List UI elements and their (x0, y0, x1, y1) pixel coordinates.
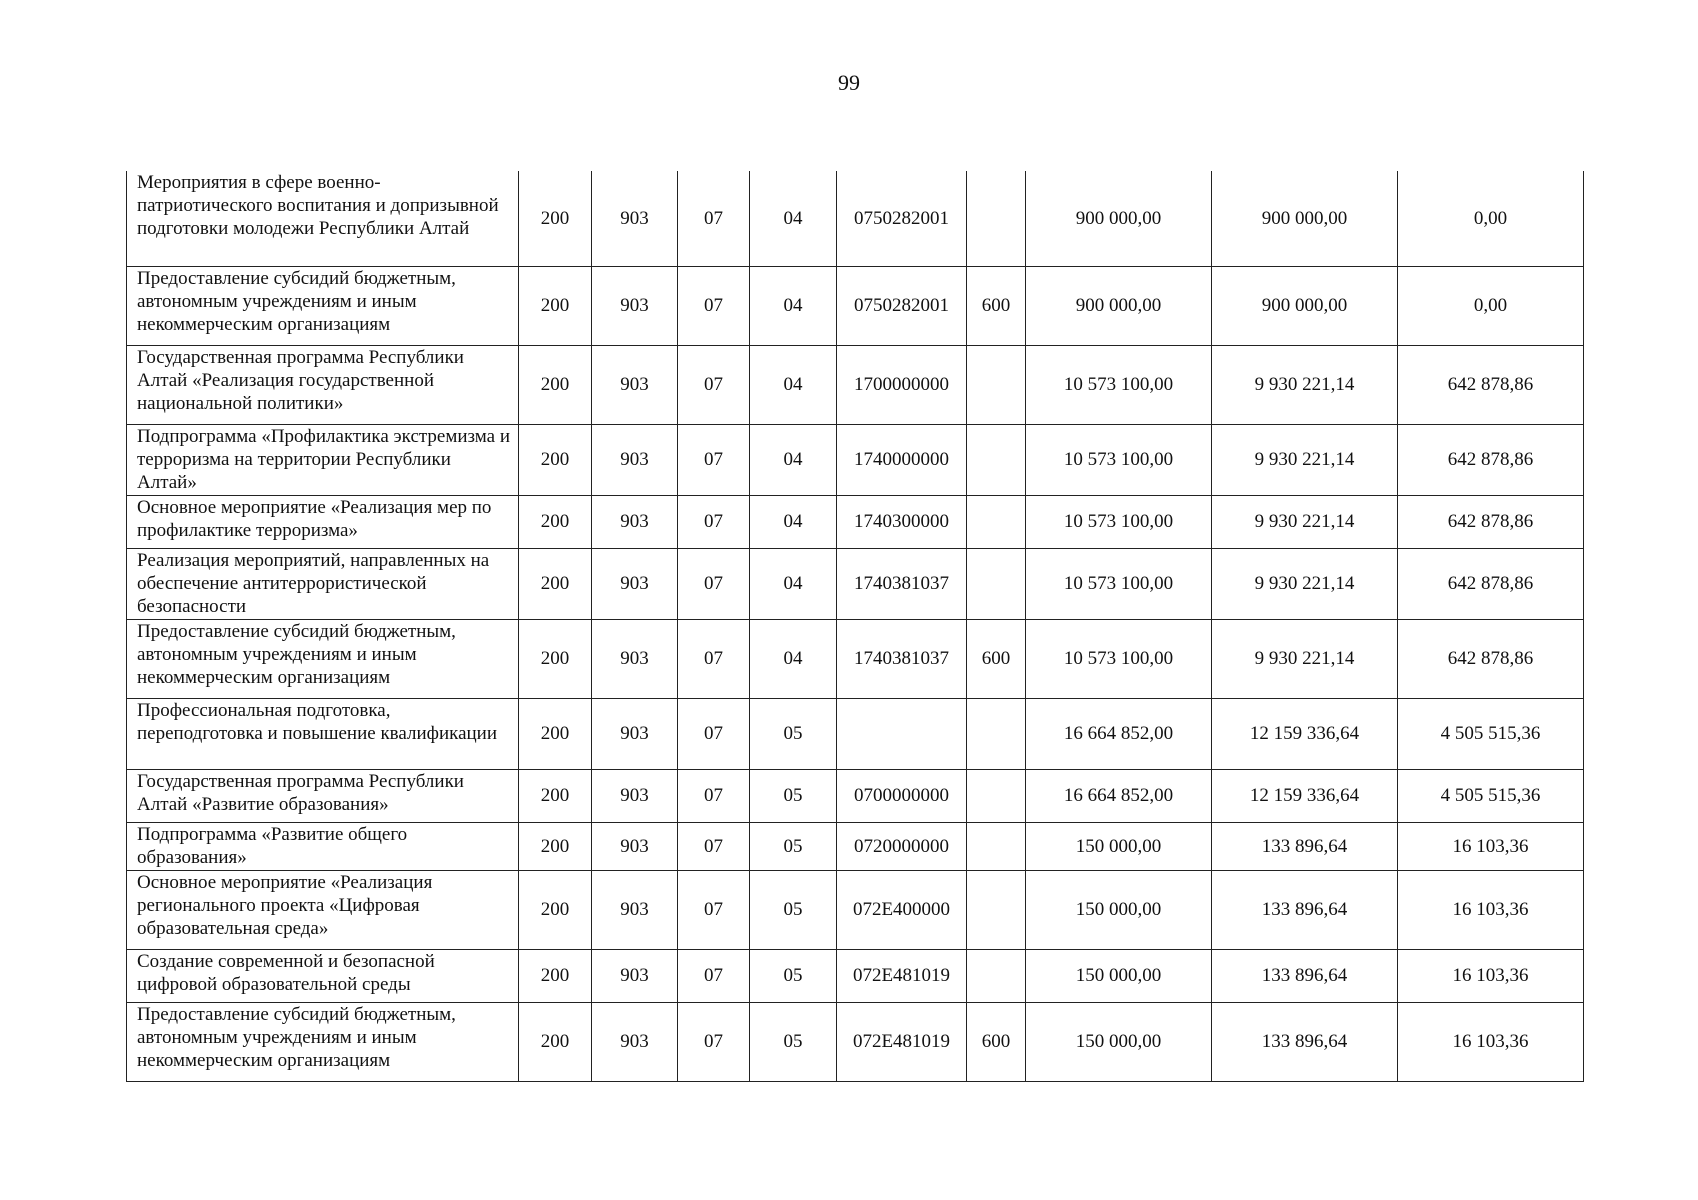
department-code-cell: 903 (592, 822, 678, 870)
row-name-cell: Профессиональная подготовка, переподготовка и повышение квалификации (127, 698, 519, 769)
executed-amount-cell: 9 930 221,14 (1212, 495, 1398, 548)
budget-table-body (127, 171, 1584, 1081)
row-name-cell: Государственная программа Республики Алтай «Развитие образования» (127, 769, 519, 822)
expense-type-cell (967, 495, 1026, 548)
planned-amount-cell: 150 000,00 (1026, 870, 1212, 949)
department-code-cell: 903 (592, 1002, 678, 1081)
remainder-amount-cell: 16 103,36 (1398, 822, 1584, 870)
target-article-cell: 1740381037 (837, 548, 967, 619)
remainder-amount-cell: 0,00 (1398, 171, 1584, 266)
subsection-cell: 04 (750, 495, 837, 548)
section-cell: 07 (678, 171, 750, 266)
planned-amount-cell: 900 000,00 (1026, 266, 1212, 345)
table-row (127, 1002, 1584, 1081)
table-row (127, 870, 1584, 949)
remainder-amount-cell: 16 103,36 (1398, 949, 1584, 1002)
admin-code-cell: 200 (519, 949, 592, 1002)
row-name-cell: Создание современной и безопасной цифровой образовательной среды (127, 949, 519, 1002)
subsection-cell: 04 (750, 171, 837, 266)
expense-type-cell: 600 (967, 619, 1026, 698)
expense-type-cell (967, 171, 1026, 266)
table-row (127, 345, 1584, 424)
row-name-cell: Подпрограмма «Профилактика экстремизма и терроризма на территории Республики Алтай» (127, 424, 519, 495)
row-name-cell: Основное мероприятие «Реализация регионального проекта «Цифровая образовательная среда» (127, 870, 519, 949)
department-code-cell: 903 (592, 619, 678, 698)
subsection-cell: 04 (750, 619, 837, 698)
planned-amount-cell: 16 664 852,00 (1026, 769, 1212, 822)
row-name-cell: Государственная программа Республики Алтай «Реализация государственной национальной политики» (127, 345, 519, 424)
executed-amount-cell: 133 896,64 (1212, 870, 1398, 949)
row-name-cell: Предоставление субсидий бюджетным, автономным учреждениям и иным некоммерческим организациям (127, 619, 519, 698)
planned-amount-cell: 10 573 100,00 (1026, 619, 1212, 698)
planned-amount-cell: 10 573 100,00 (1026, 424, 1212, 495)
remainder-amount-cell: 642 878,86 (1398, 345, 1584, 424)
executed-amount-cell: 133 896,64 (1212, 822, 1398, 870)
table-row (127, 619, 1584, 698)
section-cell: 07 (678, 698, 750, 769)
admin-code-cell: 200 (519, 822, 592, 870)
target-article-cell: 0750282001 (837, 171, 967, 266)
remainder-amount-cell: 16 103,36 (1398, 1002, 1584, 1081)
executed-amount-cell: 12 159 336,64 (1212, 769, 1398, 822)
executed-amount-cell: 133 896,64 (1212, 949, 1398, 1002)
planned-amount-cell: 150 000,00 (1026, 822, 1212, 870)
section-cell: 07 (678, 424, 750, 495)
planned-amount-cell: 10 573 100,00 (1026, 495, 1212, 548)
remainder-amount-cell: 642 878,86 (1398, 619, 1584, 698)
target-article-cell: 072E481019 (837, 1002, 967, 1081)
section-cell: 07 (678, 266, 750, 345)
expense-type-cell: 600 (967, 266, 1026, 345)
section-cell: 07 (678, 1002, 750, 1081)
target-article-cell: 0700000000 (837, 769, 967, 822)
remainder-amount-cell: 4 505 515,36 (1398, 698, 1584, 769)
admin-code-cell: 200 (519, 266, 592, 345)
executed-amount-cell: 9 930 221,14 (1212, 619, 1398, 698)
section-cell: 07 (678, 949, 750, 1002)
section-cell: 07 (678, 495, 750, 548)
expense-type-cell (967, 698, 1026, 769)
table-row (127, 548, 1584, 619)
planned-amount-cell: 900 000,00 (1026, 171, 1212, 266)
admin-code-cell: 200 (519, 345, 592, 424)
department-code-cell: 903 (592, 495, 678, 548)
row-name-cell: Предоставление субсидий бюджетным, автономным учреждениям и иным некоммерческим организациям (127, 1002, 519, 1081)
page-number: 99 (838, 70, 860, 95)
target-article-cell: 072E400000 (837, 870, 967, 949)
target-article-cell (837, 698, 967, 769)
target-article-cell: 1740000000 (837, 424, 967, 495)
expense-type-cell: 600 (967, 1002, 1026, 1081)
department-code-cell: 903 (592, 870, 678, 949)
subsection-cell: 05 (750, 1002, 837, 1081)
planned-amount-cell: 10 573 100,00 (1026, 345, 1212, 424)
executed-amount-cell: 9 930 221,14 (1212, 424, 1398, 495)
row-name-cell: Основное мероприятие «Реализация мер по профилактике терроризма» (127, 495, 519, 548)
row-name-cell: Предоставление субсидий бюджетным, автономным учреждениям и иным некоммерческим организациям (127, 266, 519, 345)
table-row (127, 769, 1584, 822)
department-code-cell: 903 (592, 424, 678, 495)
remainder-amount-cell: 16 103,36 (1398, 870, 1584, 949)
section-cell: 07 (678, 619, 750, 698)
row-name-cell: Мероприятия в сфере военно-патриотического воспитания и допризывной подготовки молодежи Республики Алтай (127, 171, 519, 266)
subsection-cell: 04 (750, 548, 837, 619)
expense-type-cell (967, 870, 1026, 949)
target-article-cell: 072E481019 (837, 949, 967, 1002)
department-code-cell: 903 (592, 171, 678, 266)
executed-amount-cell: 900 000,00 (1212, 266, 1398, 345)
department-code-cell: 903 (592, 345, 678, 424)
table-row (127, 822, 1584, 870)
remainder-amount-cell: 642 878,86 (1398, 495, 1584, 548)
remainder-amount-cell: 4 505 515,36 (1398, 769, 1584, 822)
subsection-cell: 04 (750, 345, 837, 424)
section-cell: 07 (678, 870, 750, 949)
section-cell: 07 (678, 548, 750, 619)
admin-code-cell: 200 (519, 619, 592, 698)
table-row (127, 698, 1584, 769)
executed-amount-cell: 9 930 221,14 (1212, 345, 1398, 424)
row-name-cell: Подпрограмма «Развитие общего образования» (127, 822, 519, 870)
subsection-cell: 05 (750, 698, 837, 769)
admin-code-cell: 200 (519, 769, 592, 822)
admin-code-cell: 200 (519, 870, 592, 949)
admin-code-cell: 200 (519, 548, 592, 619)
admin-code-cell: 200 (519, 424, 592, 495)
department-code-cell: 903 (592, 769, 678, 822)
section-cell: 07 (678, 345, 750, 424)
section-cell: 07 (678, 822, 750, 870)
table-row (127, 949, 1584, 1002)
planned-amount-cell: 150 000,00 (1026, 1002, 1212, 1081)
expense-type-cell (967, 345, 1026, 424)
expense-type-cell (967, 769, 1026, 822)
table-row (127, 171, 1584, 266)
remainder-amount-cell: 642 878,86 (1398, 424, 1584, 495)
table-row (127, 266, 1584, 345)
department-code-cell: 903 (592, 698, 678, 769)
target-article-cell: 0750282001 (837, 266, 967, 345)
planned-amount-cell: 10 573 100,00 (1026, 548, 1212, 619)
expense-type-cell (967, 949, 1026, 1002)
admin-code-cell: 200 (519, 698, 592, 769)
executed-amount-cell: 12 159 336,64 (1212, 698, 1398, 769)
target-article-cell: 1740300000 (837, 495, 967, 548)
table-row (127, 424, 1584, 495)
table-row (127, 495, 1584, 548)
expense-type-cell (967, 424, 1026, 495)
expense-type-cell (967, 548, 1026, 619)
row-name-cell: Реализация мероприятий, направленных на обеспечение антитеррористической безопасности (127, 548, 519, 619)
subsection-cell: 05 (750, 769, 837, 822)
executed-amount-cell: 9 930 221,14 (1212, 548, 1398, 619)
department-code-cell: 903 (592, 949, 678, 1002)
target-article-cell: 1740381037 (837, 619, 967, 698)
section-cell: 07 (678, 769, 750, 822)
expense-type-cell (967, 822, 1026, 870)
planned-amount-cell: 16 664 852,00 (1026, 698, 1212, 769)
target-article-cell: 0720000000 (837, 822, 967, 870)
admin-code-cell: 200 (519, 495, 592, 548)
department-code-cell: 903 (592, 266, 678, 345)
target-article-cell: 1700000000 (837, 345, 967, 424)
subsection-cell: 05 (750, 822, 837, 870)
budget-table (126, 171, 1584, 1082)
admin-code-cell: 200 (519, 171, 592, 266)
subsection-cell: 04 (750, 424, 837, 495)
planned-amount-cell: 150 000,00 (1026, 949, 1212, 1002)
executed-amount-cell: 900 000,00 (1212, 171, 1398, 266)
subsection-cell: 04 (750, 266, 837, 345)
department-code-cell: 903 (592, 548, 678, 619)
subsection-cell: 05 (750, 870, 837, 949)
admin-code-cell: 200 (519, 1002, 592, 1081)
remainder-amount-cell: 0,00 (1398, 266, 1584, 345)
executed-amount-cell: 133 896,64 (1212, 1002, 1398, 1081)
subsection-cell: 05 (750, 949, 837, 1002)
remainder-amount-cell: 642 878,86 (1398, 548, 1584, 619)
